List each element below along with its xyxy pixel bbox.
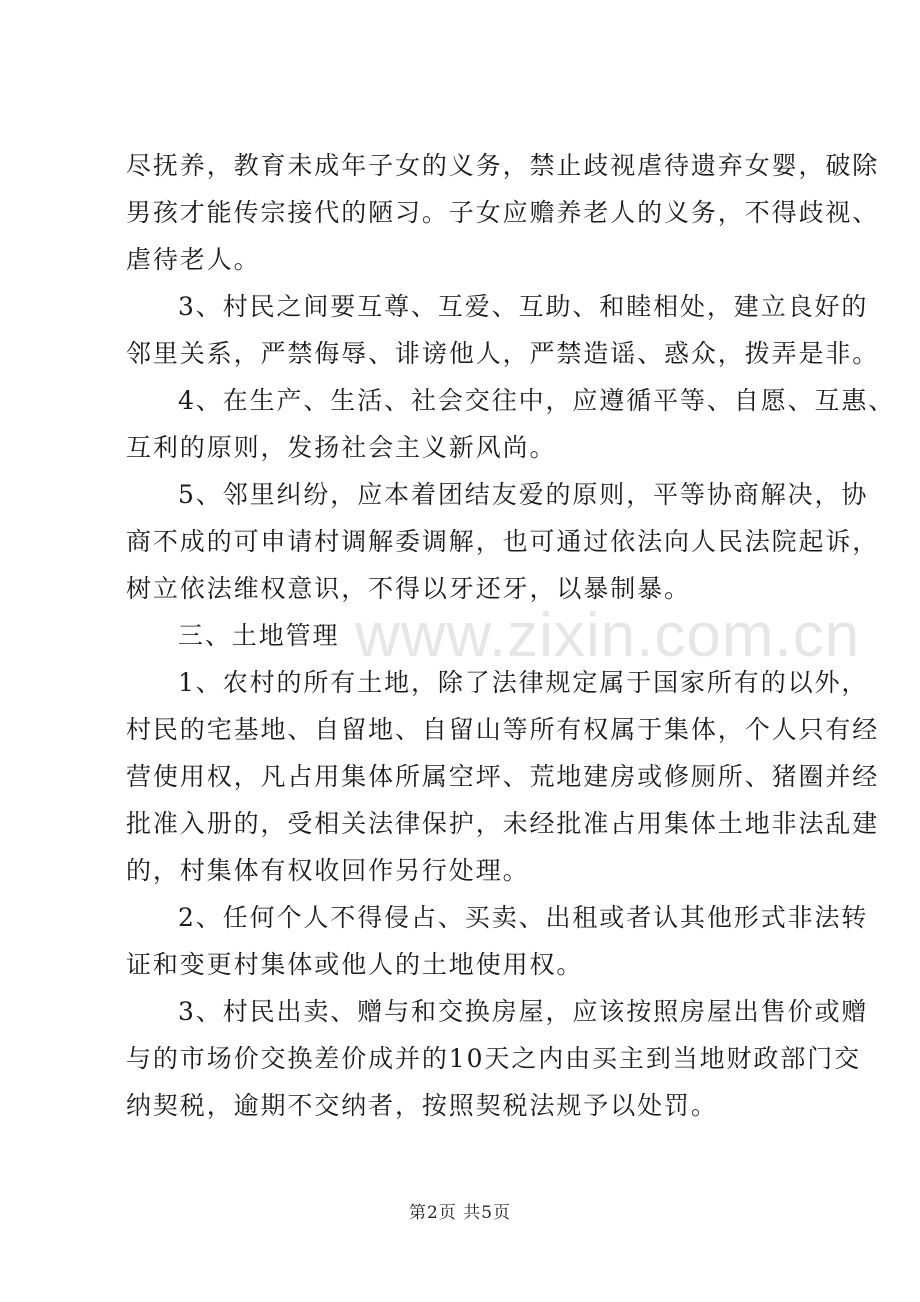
paragraph-continuation	[126, 142, 880, 283]
document-body	[126, 142, 896, 1129]
text-line: 批准入册的，受相关法律保护，未经批准占用集体土地非法乱建	[126, 809, 880, 838]
text-line: 证和变更村集体或他人的土地使用权。	[126, 950, 584, 979]
text-line: 树立依法维权意识，不得以牙还牙，以暴制暴。	[126, 574, 691, 603]
text-line: 营使用权，凡占用集体所属空坪、荒地建房或修厕所、猪圈并经	[126, 762, 880, 791]
paragraph-item-4-principles	[126, 377, 896, 471]
text-line: 3、村民之间要互尊、互爱、互助、和睦相处，建立良好的	[178, 292, 869, 321]
paragraph-item-5-disputes	[126, 471, 880, 612]
paragraph-land-item-3	[126, 988, 869, 1129]
text-line: 2、任何个人不得侵占、买卖、出租或者认其他形式非法转	[178, 903, 869, 932]
paragraph-item-3-neighbors	[126, 283, 880, 377]
section-heading-text: 三、土地管理	[178, 621, 340, 650]
page-number-footer: 第2页 共5页	[408, 1203, 512, 1223]
paragraph-land-item-2	[126, 894, 869, 988]
text-line: 纳契税，逾期不交纳者，按照契税法规予以处罚。	[126, 1091, 718, 1120]
text-line: 3、村民出卖、赠与和交换房屋，应该按照房屋出售价或赠	[178, 997, 869, 1026]
paragraph-land-item-1	[126, 659, 880, 894]
watermark: www.zixin.com.cn	[355, 601, 861, 670]
text-line: 村民的宅基地、自留地、自留山等所有权属于集体，个人只有经	[126, 715, 880, 744]
text-line: 的，村集体有权收回作另行处理。	[126, 856, 530, 885]
text-line: 男孩才能传宗接代的陋习。子女应赡养老人的义务，不得歧视、	[126, 198, 880, 227]
section-heading-land-management	[126, 612, 826, 659]
text-line: 4、在生产、生活、社会交往中，应遵循平等、自愿、互惠、	[178, 386, 896, 415]
text-line: 互利的原则，发扬社会主义新风尚。	[126, 433, 557, 462]
text-line: 与的市场价交换差价成并的10天之内由买主到当地财政部门交	[126, 1044, 862, 1073]
text-line: 尽抚养，教育未成年子女的义务，禁止歧视虐待遗弃女婴，破除	[126, 151, 880, 180]
text-line: 5、邻里纠纷，应本着团结友爱的原则，平等协商解决，协	[178, 480, 869, 509]
text-line: 虐待老人。	[126, 245, 261, 274]
text-line: 1、农村的所有土地，除了法律规定属于国家所有的以外，	[178, 668, 869, 697]
text-line: 商不成的可申请村调解委调解，也可通过依法向人民法院起诉，	[126, 527, 880, 556]
text-line: 邻里关系，严禁侮辱、诽谤他人，严禁造谣、惑众，拨弄是非。	[126, 339, 880, 368]
